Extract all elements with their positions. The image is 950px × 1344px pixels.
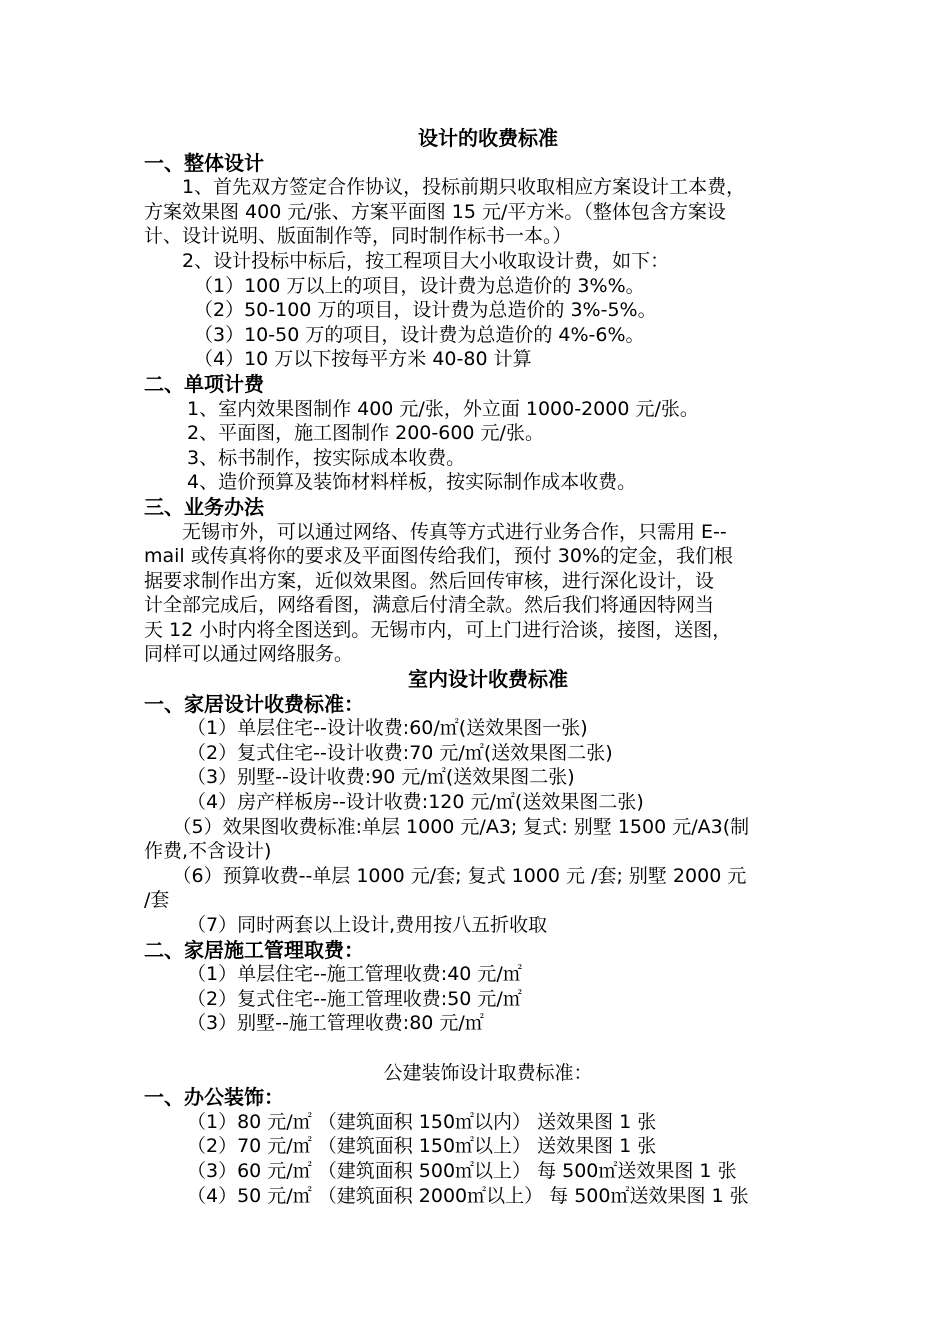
interior-item-5-line-2: 作费,不含设计) [144, 840, 272, 863]
s1-paragraph-1-line-2: 方案效果图 400 元/张、方案平面图 15 元/平方米。（整体包含方案设 [144, 200, 726, 223]
interior-heading-1: 一、家居设计收费标准： [144, 691, 364, 716]
interior-item-5-line-1: （5）效果图收费标准:单层 1000 元/A3; 复式: 别墅 1500 元/A3(制 [144, 815, 750, 838]
s3-line-3: 据要求制作出方案，近似效果图。然后回传审核，进行深化设计，设 [144, 569, 715, 592]
document-body [144, 126, 832, 1208]
interior-item-2: （2）复式住宅--设计收费:70 元/㎡(送效果图二张) [187, 741, 613, 764]
s1-paragraph-1-line-3: 计、设计说明、版面制作等，同时制作标书一本。） [144, 225, 572, 248]
interior-item-3: （3）别墅--设计收费:90 元/㎡(送效果图二张) [187, 766, 575, 789]
s3-line-5: 天 12 小时内将全图送到。无锡市内，可上门进行洽谈，接图，送图， [144, 618, 732, 641]
public-title: 公建装饰设计取费标准： [383, 1061, 593, 1084]
interior-heading-2: 二、家居施工管理取费： [144, 937, 364, 962]
public-item-2: （2）70 元/㎡ （建筑面积 150㎡以上） 送效果图 1 张 [187, 1135, 657, 1158]
mgmt-item-2: （2）复式住宅--施工管理收费:50 元/㎡ [187, 987, 522, 1010]
mgmt-item-1: （1）单层住宅--施工管理收费:40 元/㎡ [187, 963, 522, 986]
s2-item-4: 4、造价预算及装饰材料样板，按实际制作成本收费。 [187, 471, 637, 494]
s1-item-4: （4）10 万以下按每平方米 40-80 计算 [194, 348, 532, 371]
s3-line-6: 同样可以通过网络服务。 [144, 643, 354, 666]
s2-item-1: 1、室内效果图制作 400 元/张，外立面 1000-2000 元/张。 [187, 397, 699, 420]
s1-item-2: （2）50-100 万的项目，设计费为总造价的 3%-5%。 [194, 299, 657, 322]
s3-line-4: 计全部完成后，网络看图，满意后付清全款。然后我们将通因特网当 [144, 594, 715, 617]
s2-item-2: 2、平面图，施工图制作 200-600 元/张。 [187, 422, 544, 445]
s1-paragraph-1-line-1: 1、首先双方签定合作协议，投标前期只收取相应方案设计工本费， [144, 176, 746, 199]
interior-item-6-line-2: /套 [144, 889, 170, 912]
s1-item-1: （1）100 万以上的项目，设计费为总造价的 3%%。 [194, 274, 645, 297]
public-heading-1: 一、办公装饰： [144, 1085, 284, 1110]
interior-item-6-line-1: （6）预算收费--单层 1000 元/套; 复式 1000 元 /套; 别墅 2000 元 [144, 864, 747, 887]
interior-item-4: （4）房产样板房--设计收费:120 元/㎡(送效果图二张) [187, 791, 644, 814]
public-item-4: （4）50 元/㎡ （建筑面积 2000㎡以上） 每 500㎡送效果图 1 张 [187, 1184, 749, 1207]
s1-paragraph-2: 2、设计投标中标后，按工程项目大小收取设计费，如下： [144, 249, 670, 272]
s1-item-3: （3）10-50 万的项目，设计费为总造价的 4%-6%。 [194, 323, 645, 346]
doc-title: 设计的收费标准 [418, 126, 558, 150]
mgmt-item-3: （3）别墅--施工管理收费:80 元/㎡ [187, 1012, 484, 1035]
section-3-heading: 三、业务办法 [144, 494, 264, 519]
public-item-3: （3）60 元/㎡ （建筑面积 500㎡以上） 每 500㎡送效果图 1 张 [187, 1159, 737, 1182]
blank-line [144, 1036, 832, 1061]
s2-item-3: 3、标书制作，按实际成本收费。 [187, 446, 466, 469]
interior-item-1: （1）单层住宅--设计收费:60/㎡(送效果图一张) [187, 717, 588, 740]
s3-line-2: mail 或传真将你的要求及平面图传给我们，预付 30%的定金，我们根 [144, 545, 734, 568]
public-item-1: （1）80 元/㎡ （建筑面积 150㎡以内） 送效果图 1 张 [187, 1110, 657, 1133]
interior-item-7: （7）同时两套以上设计,费用按八五折收取 [187, 914, 548, 936]
s3-line-1: 无锡市外，可以通过网络、传真等方式进行业务合作，只需用 E-- [144, 520, 727, 543]
interior-title: 室内设计收费标准 [408, 667, 568, 692]
section-1-heading: 一、整体设计 [144, 150, 264, 175]
section-2-heading: 二、单项计费 [144, 371, 264, 396]
